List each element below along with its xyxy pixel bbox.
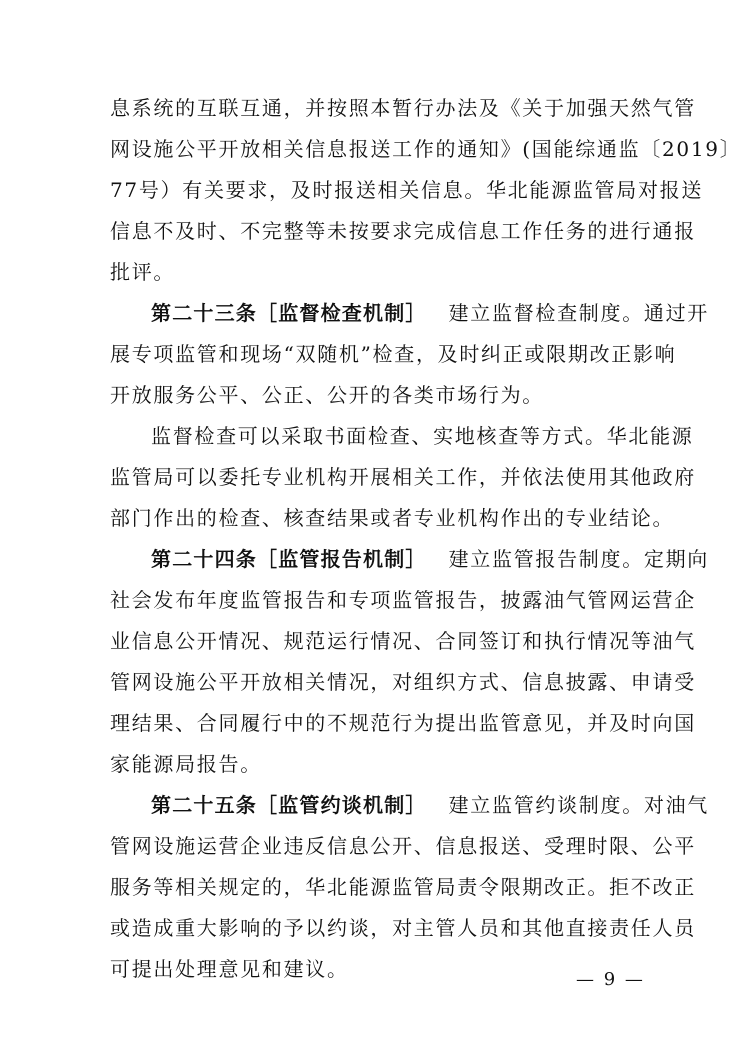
article-23-heading: 第二十三条［监督检查机制］ [151, 301, 427, 325]
text-line: 业信息公开情况、规范运行情况、合同签订和执行情况等油气 [110, 629, 696, 653]
text-line: 监管局可以委托专业机构开展相关工作，并依法使用其他政府 [110, 465, 696, 489]
text-line: 批评。 [110, 260, 176, 284]
paragraph-text: 监督检查可以采取书面检查、实地核查等方式。华北能源 [151, 424, 694, 448]
text-line: 管网设施运营企业违反信息公开、信息报送、受理时限、公平 [110, 834, 696, 858]
text-line [110, 416, 694, 457]
document-body [110, 88, 742, 990]
article-24-first-line [110, 539, 710, 580]
text-line: 可提出处理意见和建议。 [110, 957, 349, 981]
text-line: 或造成重大影响的予以约谈，对主管人员和其他直接责任人员 [110, 916, 696, 940]
text-line: 展专项监管和现场“双随机”检查，及时纠正或限期改正影响 [110, 342, 677, 366]
text-line: 家能源局报告。 [110, 752, 262, 776]
text-line: 服务等相关规定的，华北能源监管局责令限期改正。拒不改正 [110, 875, 696, 899]
text-line: 信息不及时、不完整等未按要求完成信息工作任务的进行通报 [110, 219, 696, 243]
article-23-first-line [110, 293, 710, 334]
article-24-text: 建立监管报告制度。定期向 [448, 547, 710, 571]
text-line: 息系统的互联互通，并按照本暂行办法及《关于加强天然气管 [110, 96, 696, 120]
page-number: — 9 — [576, 969, 645, 990]
text-line: 开放服务公平、公正、公开的各类市场行为。 [110, 383, 544, 407]
article-25-text: 建立监管约谈制度。对油气 [448, 793, 710, 817]
text-line: 部门作出的检查、核查结果或者专业机构作出的专业结论。 [110, 506, 675, 530]
text-line: 77号）有关要求，及时报送相关信息。华北能源监管局对报送 [110, 178, 704, 202]
text-line: 社会发布年度监管报告和专项监管报告，披露油气管网运营企 [110, 588, 696, 612]
article-24-heading: 第二十四条［监管报告机制］ [151, 547, 427, 571]
article-25-first-line [110, 785, 710, 826]
article-25-heading: 第二十五条［监管约谈机制］ [151, 793, 427, 817]
text-line: 理结果、合同履行中的不规范行为提出监管意见，并及时向国 [110, 711, 696, 735]
text-line: 网设施公平开放相关信息报送工作的通知》(国能综通监〔2019〕 [110, 137, 742, 161]
text-line: 管网设施公平开放相关情况，对组织方式、信息披露、申请受 [110, 670, 696, 694]
article-23-text: 建立监督检查制度。通过开 [448, 301, 710, 325]
